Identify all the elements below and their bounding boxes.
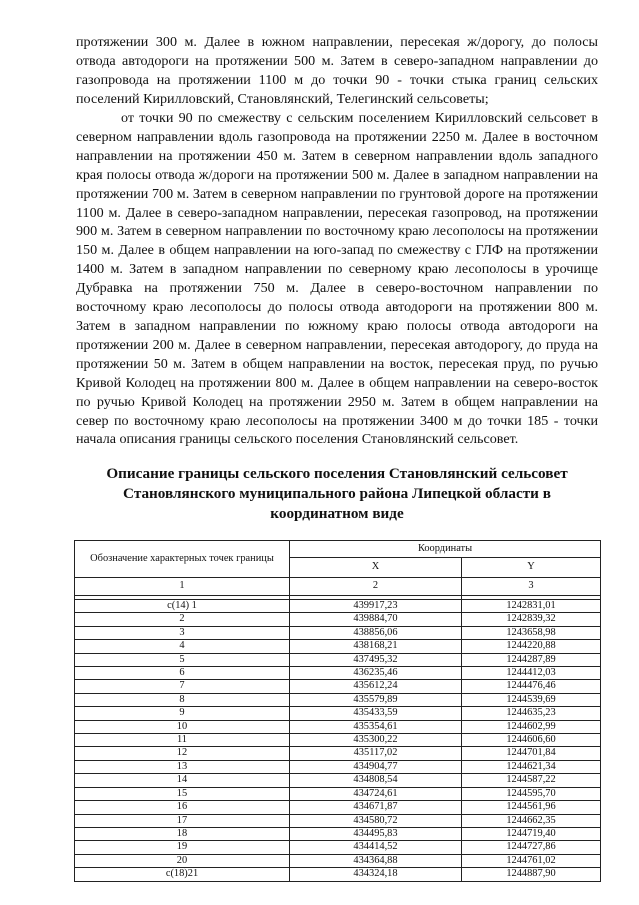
table-row xyxy=(75,707,601,720)
table-row xyxy=(75,760,601,773)
x-cell: 435117,02 xyxy=(290,747,462,760)
x-cell: 435354,61 xyxy=(290,720,462,733)
x-cell: 435579,89 xyxy=(290,693,462,706)
x-cell: 434808,54 xyxy=(290,774,462,787)
point-cell: 10 xyxy=(75,720,290,733)
point-cell: с(18)21 xyxy=(75,868,290,881)
x-cell: 438168,21 xyxy=(290,640,462,653)
table-row xyxy=(75,693,601,706)
point-cell: 20 xyxy=(75,854,290,867)
paragraph-1: протяжении 300 м. Далее в южном направлении, пересекая ж/дорогу, до полосы отвода автодороги на протяжении 500 м. Затем в северо-западном направлении до газопровода на протяжении 1100 м до точки 90 - точки стыка границ сельских поселений Кирилловский, Становлянский, Телегинский сельсоветы; xyxy=(76,34,598,107)
x-cell: 438856,06 xyxy=(290,626,462,639)
y-cell: 1244761,02 xyxy=(462,854,601,867)
y-cell: 1244621,34 xyxy=(462,760,601,773)
x-cell: 434724,61 xyxy=(290,787,462,800)
point-cell: 7 xyxy=(75,680,290,693)
table-row xyxy=(75,720,601,733)
y-cell: 1244662,35 xyxy=(462,814,601,827)
x-cell: 434414,52 xyxy=(290,841,462,854)
point-cell: 5 xyxy=(75,653,290,666)
x-cell: 434364,88 xyxy=(290,854,462,867)
table-row xyxy=(75,600,601,613)
header-point-name: Обозначение характерных точек границы xyxy=(75,541,290,578)
heading-line-2: Становлянского муниципального района Липецкой области в xyxy=(123,485,551,502)
point-cell: 15 xyxy=(75,787,290,800)
y-cell: 1242839,32 xyxy=(462,613,601,626)
table-row xyxy=(75,801,601,814)
section-heading xyxy=(76,464,598,524)
table-row xyxy=(75,613,601,626)
header-y: Y xyxy=(462,557,601,577)
point-cell: 17 xyxy=(75,814,290,827)
header-x: X xyxy=(290,557,462,577)
y-cell: 1244412,03 xyxy=(462,667,601,680)
table-row xyxy=(75,787,601,800)
point-cell: 11 xyxy=(75,734,290,747)
table-row xyxy=(75,868,601,881)
y-cell: 1244539,69 xyxy=(462,693,601,706)
table-row xyxy=(75,626,601,639)
coordinates-table xyxy=(74,540,601,882)
y-cell: 1244561,96 xyxy=(462,801,601,814)
y-cell: 1244287,89 xyxy=(462,653,601,666)
x-cell: 434904,77 xyxy=(290,760,462,773)
point-cell: 8 xyxy=(75,693,290,706)
x-cell: 434495,83 xyxy=(290,827,462,840)
y-cell: 1243658,98 xyxy=(462,626,601,639)
table-row xyxy=(75,854,601,867)
x-cell: 437495,32 xyxy=(290,653,462,666)
table-row xyxy=(75,841,601,854)
header-col-number-1: 1 xyxy=(75,578,290,596)
point-cell: 2 xyxy=(75,613,290,626)
point-cell: 13 xyxy=(75,760,290,773)
x-cell: 435612,24 xyxy=(290,680,462,693)
x-cell: 439917,23 xyxy=(290,600,462,613)
heading-line-3: координатном виде xyxy=(270,505,404,522)
y-cell: 1244476,46 xyxy=(462,680,601,693)
point-cell: 18 xyxy=(75,827,290,840)
x-cell: 439884,70 xyxy=(290,613,462,626)
table-row xyxy=(75,814,601,827)
y-cell: 1244719,40 xyxy=(462,827,601,840)
x-cell: 435300,22 xyxy=(290,734,462,747)
point-cell: 19 xyxy=(75,841,290,854)
table-body xyxy=(75,600,601,882)
x-cell: 436235,46 xyxy=(290,667,462,680)
header-col-number-2: 2 xyxy=(290,578,462,596)
x-cell: 434580,72 xyxy=(290,814,462,827)
y-cell: 1242831,01 xyxy=(462,600,601,613)
table-row xyxy=(75,747,601,760)
table-row xyxy=(75,680,601,693)
y-cell: 1244635,23 xyxy=(462,707,601,720)
point-cell: 6 xyxy=(75,667,290,680)
y-cell: 1244602,99 xyxy=(462,720,601,733)
point-cell: 3 xyxy=(75,626,290,639)
point-cell: 4 xyxy=(75,640,290,653)
table-row xyxy=(75,653,601,666)
y-cell: 1244220,88 xyxy=(462,640,601,653)
point-cell: 16 xyxy=(75,801,290,814)
paragraph-2: от точки 90 по смежеству с сельским поселением Кирилловский сельсовет в северном направлении вдоль газопровода на протяжении 2250 м. Далее в восточном направлении на протяжении 450 м. Затем в северном направлении вдоль западного края полосы отвода ж/дороги на протяжении 500 м. Далее в западном направлении на протяжении 700 м. Затем в северном направлении по грунтовой дороге на протяжении 1100 м. Далее в северо-западном направлении, пересекая газопровод, на протяжении 900 м. Затем в северном направлении по восточному краю лесополосы на протяжении 150 м. Далее в общем направлении на юго-запад по смежеству с ГЛФ на протяжении 1400 м. Затем в западном направлении по северному краю лесополосы в урочище Дубравка на протяжении 750 м. Далее в северо-восточном направлении по восточному краю лесополосы до полосы отвода автодороги на протяжении 800 м. Затем в западном направлении по южному краю полосы отвода автодороги на протяжении 200 м. Далее в северном направлении, пересекая автодорогу, до пруда на протяжении 50 м. Затем в общем направлении на восток, пересекая пруд, по ручью Кривой Колодец на протяжении 800 м. Далее в общем направлении на северо-восток по ручью Кривой Колодец на протяжении 2950 м. Затем в общем направлении на север по восточному краю лесополосы на протяжении 3400 м до точки 185 - точки начала описания границы сельского поселения Становлянский сельсовет. xyxy=(76,110,598,448)
point-cell: 9 xyxy=(75,707,290,720)
point-cell: 12 xyxy=(75,747,290,760)
table-row xyxy=(75,640,601,653)
x-cell: 435433,59 xyxy=(290,707,462,720)
point-cell: c(14) 1 xyxy=(75,600,290,613)
y-cell: 1244606,60 xyxy=(462,734,601,747)
x-cell: 434324,18 xyxy=(290,868,462,881)
y-cell: 1244587,22 xyxy=(462,774,601,787)
point-cell: 14 xyxy=(75,774,290,787)
table-row xyxy=(75,827,601,840)
table-row xyxy=(75,667,601,680)
heading-line-1: Описание границы сельского поселения Становлянский сельсовет xyxy=(106,465,568,482)
header-col-number-3: 3 xyxy=(462,578,601,596)
y-cell: 1244595,70 xyxy=(462,787,601,800)
y-cell: 1244727,86 xyxy=(462,841,601,854)
table-row xyxy=(75,774,601,787)
table-row xyxy=(75,734,601,747)
x-cell: 434671,87 xyxy=(290,801,462,814)
y-cell: 1244887,90 xyxy=(462,868,601,881)
y-cell: 1244701,84 xyxy=(462,747,601,760)
header-coordinates: Координаты xyxy=(290,541,601,558)
